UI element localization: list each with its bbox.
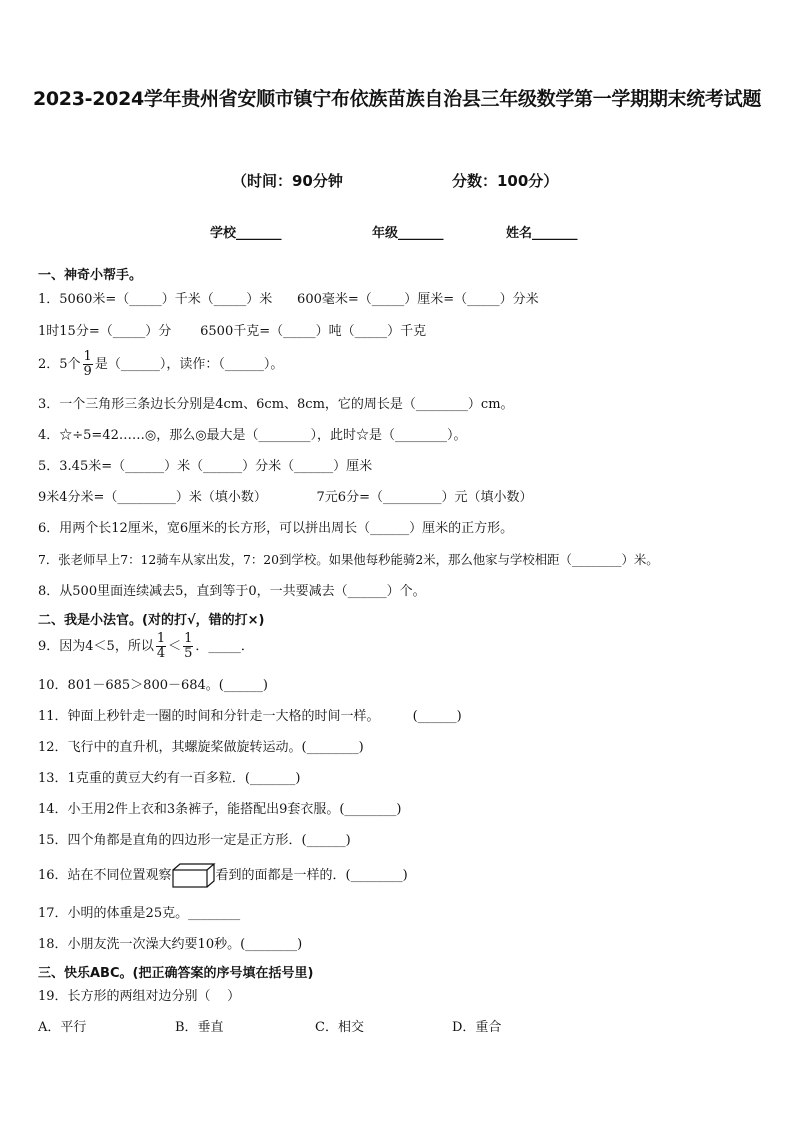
fraction-denominator: 5 (184, 646, 193, 661)
question-18: 18．小朋友洗一次澡大约要10秒。(________) (38, 937, 303, 952)
school-field: 学校_______ (210, 226, 282, 241)
question-16 (38, 862, 768, 890)
question-4: 4．☆÷5=42……◎，那么◎最大是（________），此时☆是（________）。 (38, 428, 467, 443)
fraction-numerator: 1 (83, 349, 92, 364)
question-2 (38, 350, 768, 379)
name-field: 姓名_______ (506, 226, 578, 241)
option-b: B．垂直 (175, 1020, 224, 1035)
fraction-numerator: 1 (184, 631, 193, 646)
question-9-suffix: ．_____． (195, 639, 254, 654)
less-than-sign: ＜ (168, 639, 182, 654)
option-a: A．平行 (38, 1020, 87, 1035)
question-5a: 5．3.45米=（______）米（______）分米（______）厘米 (38, 459, 373, 474)
question-13: 13．1克重的黄豆大约有一百多粒．(_______) (38, 771, 301, 786)
exam-time: （时间：90分钟 (232, 172, 343, 190)
question-14: 14．小王用2件上衣和3条裤子，能搭配出9套衣服。(________) (38, 802, 402, 817)
question-19: 19．长方形的两组对边分别（ ） (38, 989, 241, 1004)
page-title: 2023-2024学年贵州省安顺市镇宁布依族苗族自治县三年级数学第一学期期末统考试题 (32, 88, 762, 110)
question-15: 15．四个角都是直角的四边形一定是正方形．(______) (38, 833, 351, 848)
option-c: C．相交 (315, 1020, 364, 1035)
exam-score: 分数：100分） (452, 172, 559, 190)
question-8: 8．从500里面连续减去5，直到等于0，一共要减去（______）个。 (38, 584, 426, 599)
question-9-prefix: 9．因为4＜5，所以 (38, 639, 154, 654)
question-16-prefix: 16．站在不同位置观察 (38, 868, 172, 883)
section-heading-3: 三、快乐ABC。(把正确答案的序号填在括号里) (38, 966, 314, 981)
question-2-prefix: 2．5个 (38, 357, 81, 372)
question-6: 6．用两个长12厘米，宽6厘米的长方形，可以拼出周长（______）厘米的正方形。 (38, 521, 514, 536)
question-7: 7．张老师早上7：12骑车从家出发，7：20到学校。如果他每秒能骑2米，那么他家与学校相距（________）米。 (38, 552, 659, 567)
student-info (0, 222, 794, 242)
option-d: D．重合 (452, 1020, 502, 1035)
fraction-one-fourth (156, 632, 166, 661)
question-1b: 1时15分=（_____）分 6500千克=（_____）吨（_____）千克 (38, 324, 427, 339)
question-3: 3．一个三角形三条边长分别是4cm、6cm、8cm，它的周长是（________）cm。 (38, 397, 514, 412)
section-heading-1: 一、神奇小帮手。 (38, 268, 143, 283)
fraction-one-ninth (83, 350, 93, 379)
fraction-numerator: 1 (156, 631, 166, 646)
fraction-denominator: 9 (83, 364, 92, 379)
question-5b: 9米4分米=（_________）米（填小数） 7元6分=（_________）元（填小数） (38, 490, 533, 505)
exam-meta (0, 170, 794, 194)
question-12: 12．飞行中的直升机，其螺旋桨做旋转运动。(________) (38, 740, 364, 755)
question-19-options (38, 1019, 768, 1039)
question-10: 10．801－685＞800－684。(______) (38, 678, 268, 693)
question-9 (38, 632, 768, 661)
question-17: 17．小明的体重是25克。________ (38, 906, 241, 921)
fraction-denominator: 4 (156, 646, 166, 661)
question-2-suffix: 是（______），读作：（______）。 (94, 357, 284, 372)
cuboid-icon (172, 863, 216, 889)
section-heading-2: 二、我是小法官。(对的打√，错的打×) (38, 613, 265, 628)
question-11: 11．钟面上秒针走一圈的时间和分针走一大格的时间一样。 (______) (38, 709, 462, 724)
question-16-suffix: 看到的面都是一样的．(________) (215, 868, 408, 883)
grade-field: 年级_______ (372, 226, 444, 241)
fraction-one-fifth (183, 632, 193, 661)
question-1a: 1．5060米=（_____）千米（_____）米 600毫米=（_____）厘米=（_____）分米 (38, 292, 539, 307)
